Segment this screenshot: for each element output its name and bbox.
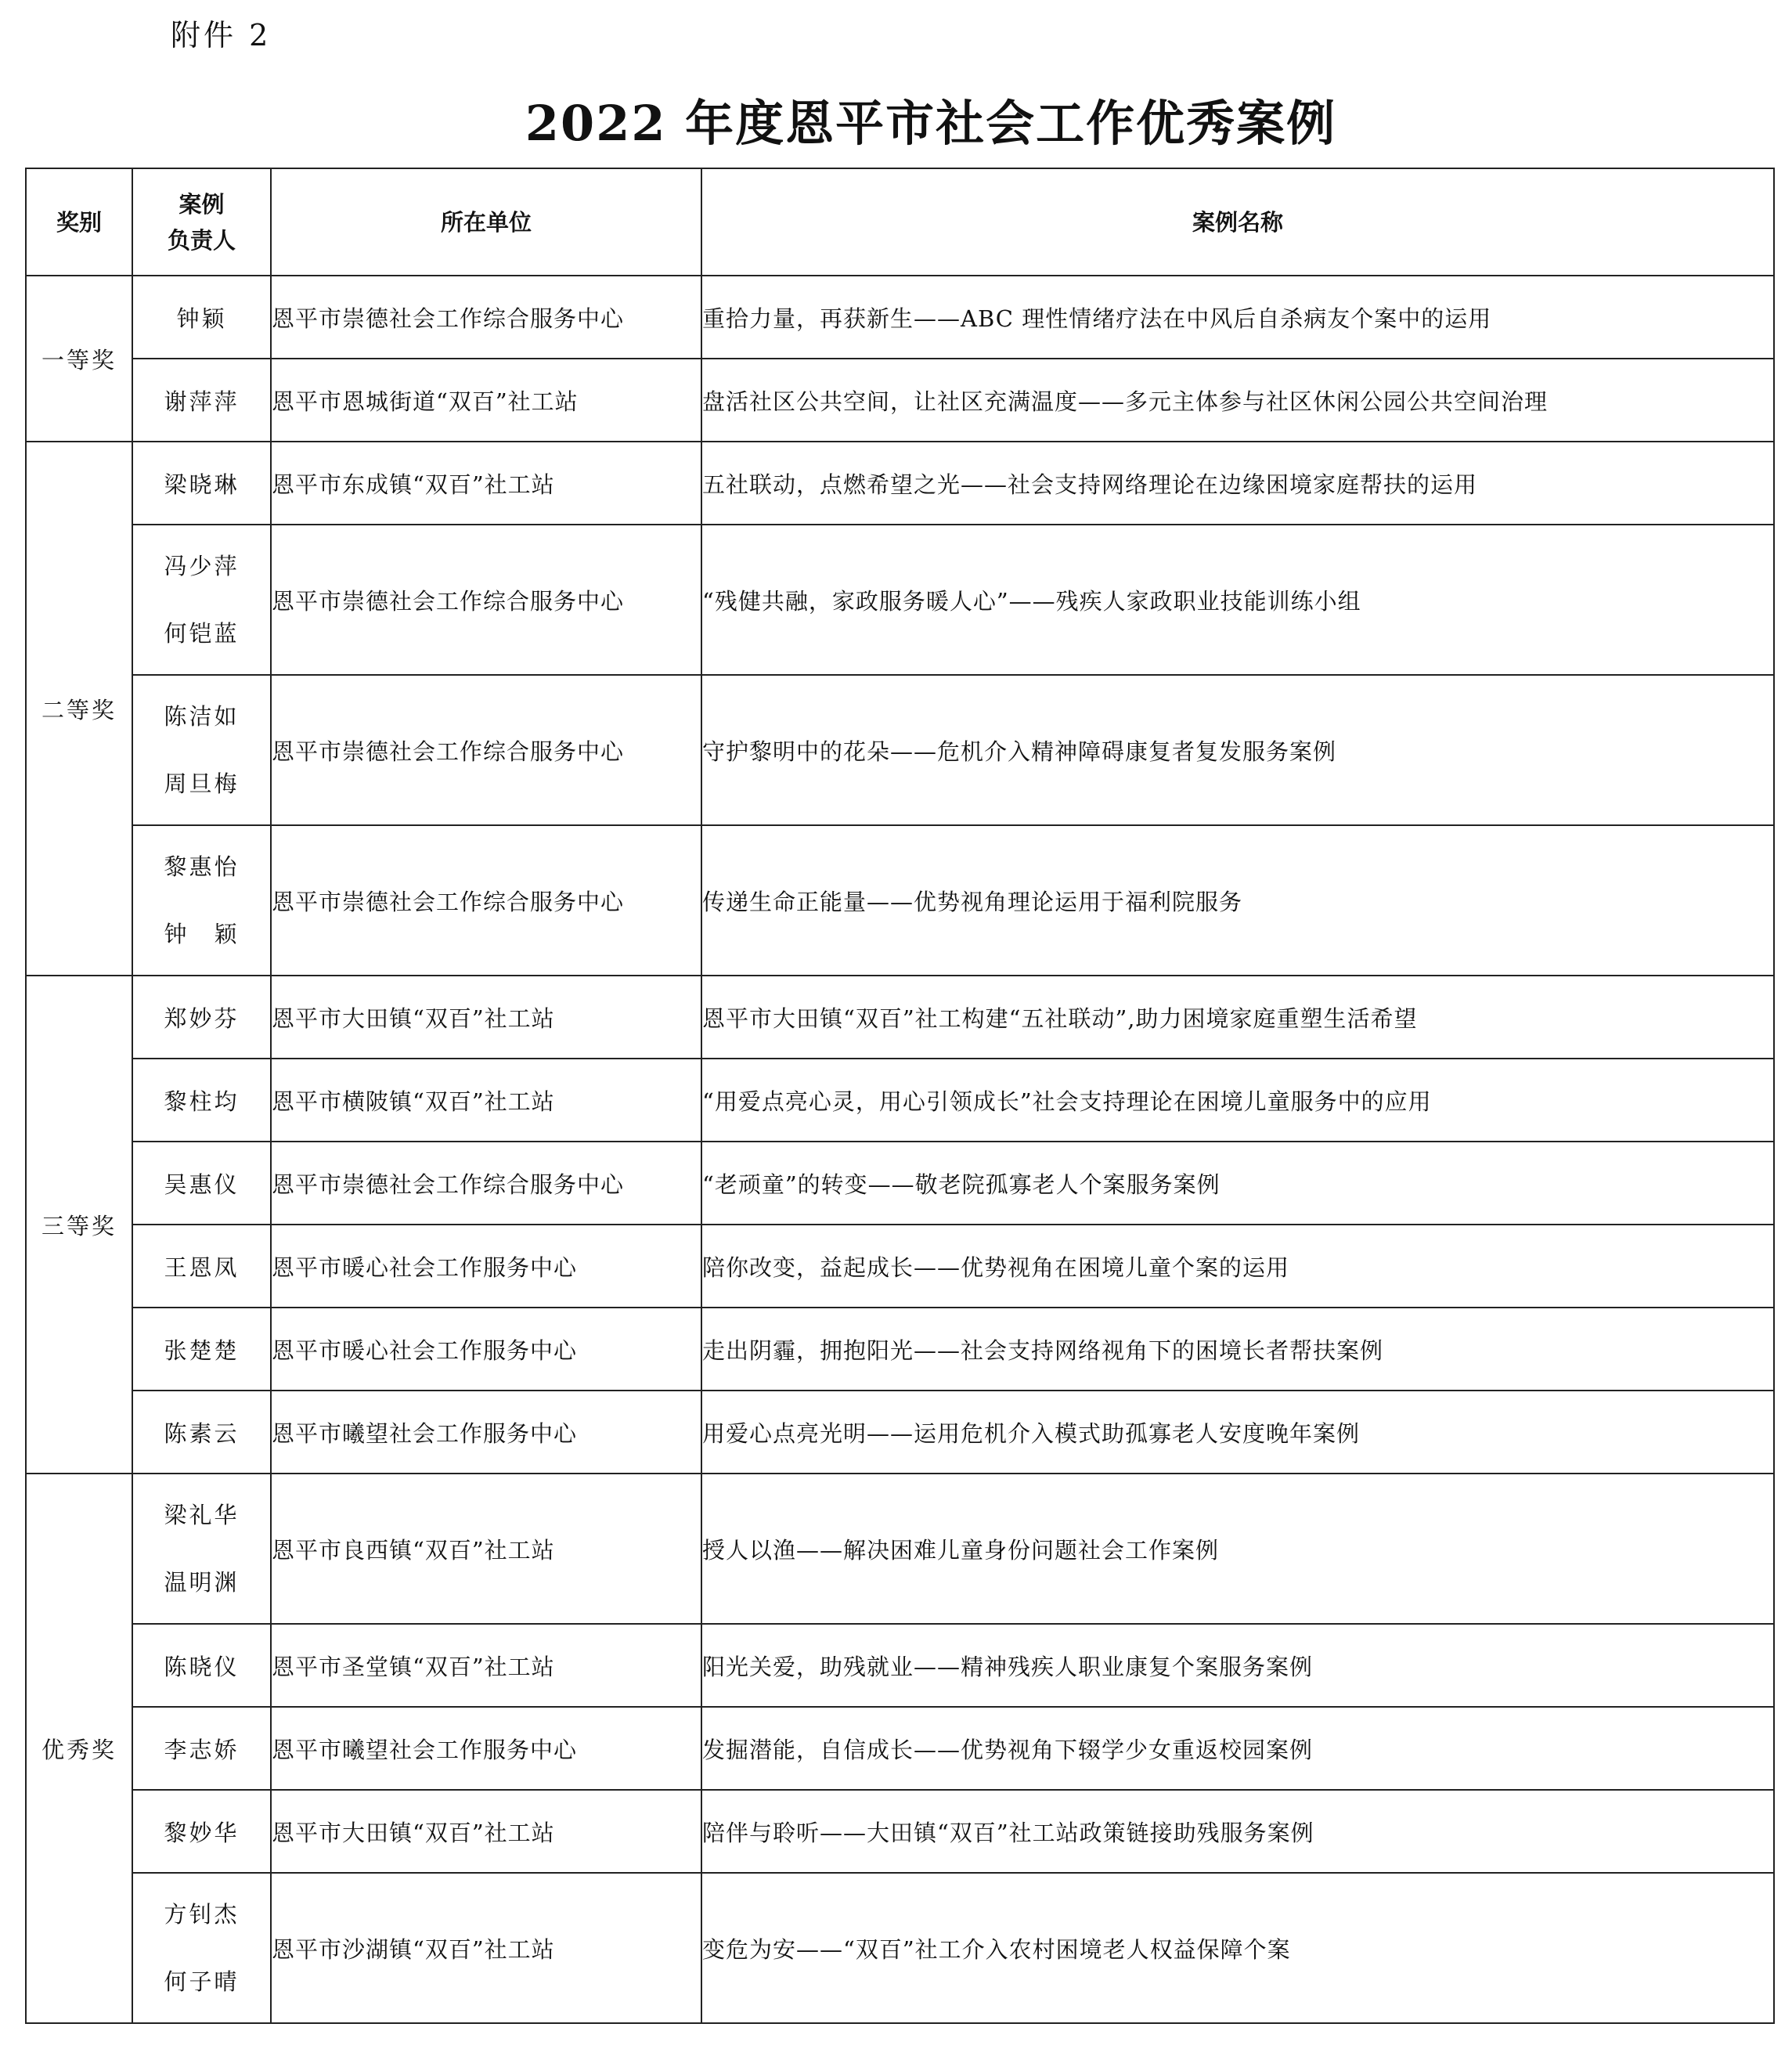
case-leader xyxy=(132,525,271,675)
case-leader xyxy=(132,1059,271,1142)
leader-name: 黎惠怡 xyxy=(164,853,240,880)
table-row xyxy=(26,442,1774,525)
table-row xyxy=(26,1225,1774,1308)
table-row xyxy=(26,276,1774,359)
case-leader xyxy=(132,976,271,1059)
case-title: “老顽童”的转变——敬老院孤寡老人个案服务案例 xyxy=(701,1142,1774,1225)
table-row xyxy=(26,976,1774,1059)
unit-name: 恩平市圣堂镇“双百”社工站 xyxy=(271,1624,701,1707)
leader-name: 梁晓琳 xyxy=(164,471,240,498)
header-person xyxy=(132,168,271,276)
leader-name: 钟颖 xyxy=(176,305,227,332)
case-title: 恩平市大田镇“双百”社工构建“五社联动”,助力困境家庭重塑生活希望 xyxy=(701,976,1774,1059)
case-title: 用爱心点亮光明——运用危机介入模式助孤寡老人安度晚年案例 xyxy=(701,1391,1774,1474)
table-row xyxy=(26,1707,1774,1790)
unit-name: 恩平市良西镇“双百”社工站 xyxy=(271,1474,701,1624)
case-title: 五社联动，点燃希望之光——社会支持网络理论在边缘困境家庭帮扶的运用 xyxy=(701,442,1774,525)
case-leader xyxy=(132,1790,271,1873)
table-row xyxy=(26,1391,1774,1474)
table-header-row xyxy=(26,168,1774,276)
table-row xyxy=(26,1474,1774,1624)
leader-name: 张楚楚 xyxy=(164,1337,240,1364)
table-row xyxy=(26,1790,1774,1873)
case-title: 盘活社区公共空间，让社区充满温度——多元主体参与社区休闲公园公共空间治理 xyxy=(701,359,1774,442)
case-title: 陪伴与聆听——大田镇“双百”社工站政策链接助残服务案例 xyxy=(701,1790,1774,1873)
case-title: 陪你改变，益起成长——优势视角在困境儿童个案的运用 xyxy=(701,1225,1774,1308)
unit-name: 恩平市沙湖镇“双百”社工站 xyxy=(271,1873,701,2023)
table-row xyxy=(26,1308,1774,1391)
case-leader xyxy=(132,1391,271,1474)
unit-name: 恩平市横陂镇“双百”社工站 xyxy=(271,1059,701,1142)
table-row xyxy=(26,1873,1774,2023)
case-leader xyxy=(132,1624,271,1707)
leader-name: 黎妙华 xyxy=(164,1819,240,1846)
award-category: 一等奖 xyxy=(26,276,132,442)
case-title: 走出阴霾，拥抱阳光——社会支持网络视角下的困境长者帮扶案例 xyxy=(701,1308,1774,1391)
leader-name: 郑妙芬 xyxy=(164,1005,240,1032)
leader-name: 何子晴 xyxy=(164,1968,240,1995)
leader-name: 方钊杰 xyxy=(164,1901,240,1928)
unit-name: 恩平市崇德社会工作综合服务中心 xyxy=(271,1142,701,1225)
unit-name: 恩平市大田镇“双百”社工站 xyxy=(271,1790,701,1873)
case-leader xyxy=(132,1707,271,1790)
case-title: 传递生命正能量——优势视角理论运用于福利院服务 xyxy=(701,825,1774,976)
leader-name: 黎柱均 xyxy=(164,1088,240,1115)
case-title: “残健共融，家政服务暖人心”——残疾人家政职业技能训练小组 xyxy=(701,525,1774,675)
case-title: 重拾力量，再获新生——ABC 理性情绪疗法在中风后自杀病友个案中的运用 xyxy=(701,276,1774,359)
leader-name: 吴惠仪 xyxy=(164,1171,240,1198)
unit-name: 恩平市曦望社会工作服务中心 xyxy=(271,1391,701,1474)
case-leader xyxy=(132,442,271,525)
leader-name: 钟 颖 xyxy=(164,921,240,947)
header-case: 案例名称 xyxy=(701,168,1774,276)
unit-name: 恩平市东成镇“双百”社工站 xyxy=(271,442,701,525)
case-title: “用爱点亮心灵，用心引领成长”社会支持理论在困境儿童服务中的应用 xyxy=(701,1059,1774,1142)
leader-name: 谢萍萍 xyxy=(164,388,240,415)
header-person-line2: 负责人 xyxy=(167,226,236,254)
table-row xyxy=(26,1142,1774,1225)
table-body xyxy=(26,276,1774,2023)
case-leader xyxy=(132,1873,271,2023)
case-leader xyxy=(132,276,271,359)
unit-name: 恩平市暖心社会工作服务中心 xyxy=(271,1225,701,1308)
leader-name: 冯少萍 xyxy=(164,553,240,579)
leader-name: 陈洁如 xyxy=(164,703,240,730)
case-title: 授人以渔——解决困难儿童身份问题社会工作案例 xyxy=(701,1474,1774,1624)
case-leader xyxy=(132,675,271,825)
header-unit: 所在单位 xyxy=(271,168,701,276)
award-category: 三等奖 xyxy=(26,976,132,1474)
header-category: 奖别 xyxy=(26,168,132,276)
leader-name: 陈素云 xyxy=(164,1419,240,1447)
unit-name: 恩平市崇德社会工作综合服务中心 xyxy=(271,825,701,976)
case-leader xyxy=(132,1225,271,1308)
leader-name: 陈晓仪 xyxy=(164,1653,240,1680)
award-category: 优秀奖 xyxy=(26,1474,132,2023)
case-title: 发掘潜能，自信成长——优势视角下辍学少女重返校园案例 xyxy=(701,1707,1774,1790)
unit-name: 恩平市曦望社会工作服务中心 xyxy=(271,1707,701,1790)
case-leader xyxy=(132,1308,271,1391)
leader-name: 梁礼华 xyxy=(164,1502,240,1528)
unit-name: 恩平市暖心社会工作服务中心 xyxy=(271,1308,701,1391)
header-person-line1: 案例 xyxy=(178,190,225,218)
leader-name: 何铠蓝 xyxy=(164,620,240,647)
leader-name: 王恩凤 xyxy=(164,1254,240,1281)
case-leader xyxy=(132,1142,271,1225)
table-row xyxy=(26,359,1774,442)
case-leader xyxy=(132,359,271,442)
case-title: 阳光关爱，助残就业——精神残疾人职业康复个案服务案例 xyxy=(701,1624,1774,1707)
leader-name: 李志娇 xyxy=(164,1736,240,1763)
case-leader xyxy=(132,825,271,976)
table-row xyxy=(26,825,1774,976)
unit-name: 恩平市大田镇“双百”社工站 xyxy=(271,976,701,1059)
page-title: 2022 年度恩平市社会工作优秀案例 xyxy=(525,95,1337,152)
unit-name: 恩平市恩城街道“双百”社工站 xyxy=(271,359,701,442)
unit-name: 恩平市崇德社会工作综合服务中心 xyxy=(271,525,701,675)
award-table xyxy=(25,168,1775,2024)
table-row xyxy=(26,1624,1774,1707)
case-title: 守护黎明中的花朵——危机介入精神障碍康复者复发服务案例 xyxy=(701,675,1774,825)
unit-name: 恩平市崇德社会工作综合服务中心 xyxy=(271,675,701,825)
unit-name: 恩平市崇德社会工作综合服务中心 xyxy=(271,276,701,359)
case-title: 变危为安——“双百”社工介入农村困境老人权益保障个案 xyxy=(701,1873,1774,2023)
table-row xyxy=(26,675,1774,825)
leader-name: 周旦梅 xyxy=(164,770,240,797)
table-row xyxy=(26,1059,1774,1142)
case-leader xyxy=(132,1474,271,1624)
leader-name: 温明渊 xyxy=(164,1569,240,1596)
table-row xyxy=(26,525,1774,675)
attachment-label: 附件 2 xyxy=(171,18,272,52)
award-category: 二等奖 xyxy=(26,442,132,976)
